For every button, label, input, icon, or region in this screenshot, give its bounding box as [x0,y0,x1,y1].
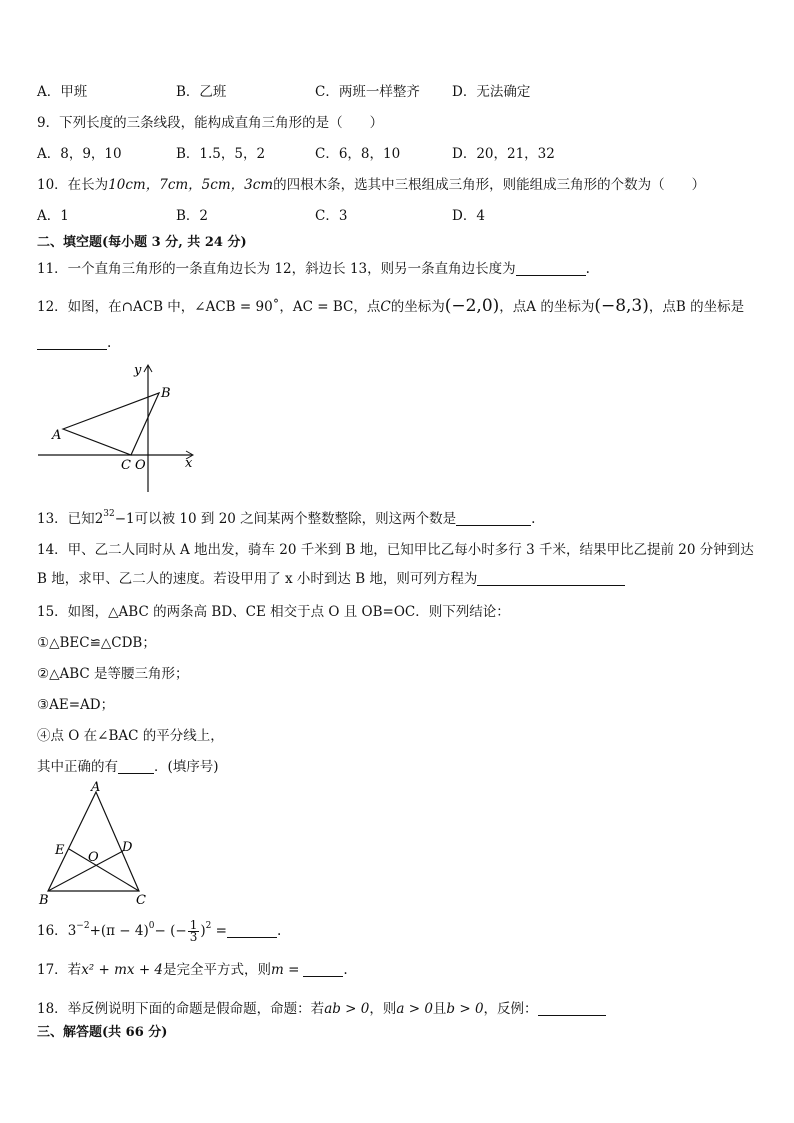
q17-pre: 17．若 [37,962,82,978]
q17-expression: x² + mx + 4 [81,962,164,978]
q15-conclusion-end: ．(填序号) [154,759,219,775]
q16-fraction-denominator: 3 [189,930,198,944]
q14-line1: 14．甲、乙二人同时从 A 地出发，骑车 20 千米到 B 地，已知甲比乙每小时多行 3 千米，结果甲比乙提前 20 分钟到达 [37,542,754,558]
q15-conclusion [37,758,219,776]
q15-figure [34,780,164,908]
q12-mid: ，点 [353,299,381,315]
q11-end: . [585,261,590,277]
q17-answer-blank[interactable] [303,962,343,977]
q10-stem [37,176,705,194]
q18-pre: 18．举反例说明下面的命题是假命题，命题：若 [37,1001,325,1017]
q14-line2 [37,570,625,588]
q13-expr-base: 2 [94,511,104,527]
q13-answer-blank[interactable] [456,511,531,526]
section2-title: 二、填空题(每小题 3 分, 共 24 分) [37,235,247,250]
triangle-acb [63,393,159,455]
q16-term3: − (− [154,923,187,939]
section3-title: 三、解答题(共 66 分) [37,1025,168,1040]
q12-post: ，点B 的坐标是 [648,299,745,315]
point-o-label: O [88,850,99,865]
q10-stem-pre: 10．在长为 [37,177,109,193]
q15-item-3: ③AE=AD； [37,697,115,713]
q8-option-b: B．乙班 [176,84,227,100]
q17 [37,961,348,979]
q16-fraction [188,920,200,943]
q10-stem-post: 的四根木条，选其中三根组成三角形，则能组成三角形的个数为（ ） [273,177,706,193]
point-b-label: B [161,386,171,401]
q15-answer-blank[interactable] [118,759,154,774]
q12-mid3: ，点A 的坐标为 [499,299,595,315]
q10-option-b: B．2 [176,208,209,224]
q15-item-1: ①△BEC≌△CDB； [37,635,156,651]
q11-text: 11．一个直角三角形的一条直角边长为 12，斜边长 13，则另一条直角边长度为 [37,261,516,277]
q17-mid: 是完全平方式，则 [163,962,272,978]
q8-option-c: C．两班一样整齐 [315,84,420,100]
q11 [37,260,590,278]
q12 [37,297,744,316]
q17-var: m = [271,962,300,978]
q14-line2-text: B 地，求甲、乙二人的速度。若设甲用了 x 小时到达 B 地，则可列方程为 [37,571,478,587]
q16-term2: +(π − 4) [89,923,149,939]
q15-conclusion-text: 其中正确的有 [37,759,118,775]
q10-stem-values: 10cm，7cm，5cm，3cm [108,177,274,193]
q18-cond2: a > 0 [396,1001,433,1017]
q13-expr-tail: −1 [114,511,135,527]
q18-and: 且 [432,1001,447,1017]
q16-exp2: 0 [148,921,155,931]
x-axis-label: x [185,456,193,471]
q16-term1: 3 [67,923,77,939]
q16 [37,920,281,943]
q12-answer-blank[interactable] [37,335,107,350]
q9-option-d: D．20，21，32 [452,146,555,162]
q14-answer-blank[interactable] [477,571,625,586]
q15-item-4: ④点 O 在∠BAC 的平分线上， [37,728,224,744]
q18-post: ，反例： [483,1001,538,1017]
q12-mid2: 的坐标为 [390,299,445,315]
q9-option-a: A．8，9，10 [37,146,122,162]
point-d-label: D [122,840,133,855]
vertex-a-label: A [91,780,101,795]
q12-pre: 12．如图，在∩ACB 中， [37,299,195,315]
q16-exp4: 2 [205,921,212,931]
point-c-label: C [121,458,131,473]
q13 [37,510,535,528]
q18-answer-blank[interactable] [538,1001,606,1016]
q16-num: 16． [37,923,68,939]
q15-stem: 15．如图，△ABC 的两条高 BD、CE 相交于点 O 且 OB=OC．则下列结论： [37,604,510,620]
q13-post: 可以被 10 到 20 之间某两个整数整除，则这两个数是 [134,511,457,527]
q16-answer-blank[interactable] [227,923,277,938]
q12-answer-line [37,334,111,352]
q18-cond3: b > 0 [446,1001,484,1017]
q12-coord-a: (−8,3) [594,296,649,316]
q13-expr-exponent: 32 [103,509,115,519]
q16-exp1: −2 [76,921,90,931]
q13-pre: 13．已知 [37,511,95,527]
q12-condition: ∠ACB = 90˚，AC = BC [194,299,354,315]
point-a-label: A [52,428,62,443]
vertex-b-label: B [39,893,49,908]
q10-option-c: C．3 [315,208,348,224]
q16-end: . [276,923,282,939]
q8-option-a: A．甲班 [37,84,88,100]
q12-end: . [107,335,112,351]
origin-label: O [135,458,146,473]
q15-item-2: ②△ABC 是等腰三角形； [37,666,189,682]
q8-option-d: D．无法确定 [452,84,531,100]
q13-end: . [531,511,536,527]
q12-figure [30,360,210,500]
q16-fraction-numerator: 1 [189,918,198,932]
q16-term4: ) [200,923,206,939]
q16-equals: = [211,923,227,939]
y-axis-label: y [134,363,142,378]
q18-cond1: ab > 0 [324,1001,370,1017]
point-e-label: E [55,843,65,858]
altitude-ce [69,849,139,891]
vertex-c-label: C [136,893,146,908]
q18-mid: ，则 [369,1001,397,1017]
q18 [37,1000,606,1018]
q9-option-c: C．6，8，10 [315,146,401,162]
q9-option-b: B．1.5，5，2 [176,146,266,162]
q12-coord-c: (−2,0) [444,296,500,316]
q9-stem: 9．下列长度的三条线段，能构成直角三角形的是（ ） [37,115,384,131]
q17-end: . [343,962,348,978]
q12-point-c: C [380,299,391,315]
q11-answer-blank[interactable] [516,261,586,276]
q10-option-a: A．1 [37,208,69,224]
q10-option-d: D．4 [452,208,485,224]
